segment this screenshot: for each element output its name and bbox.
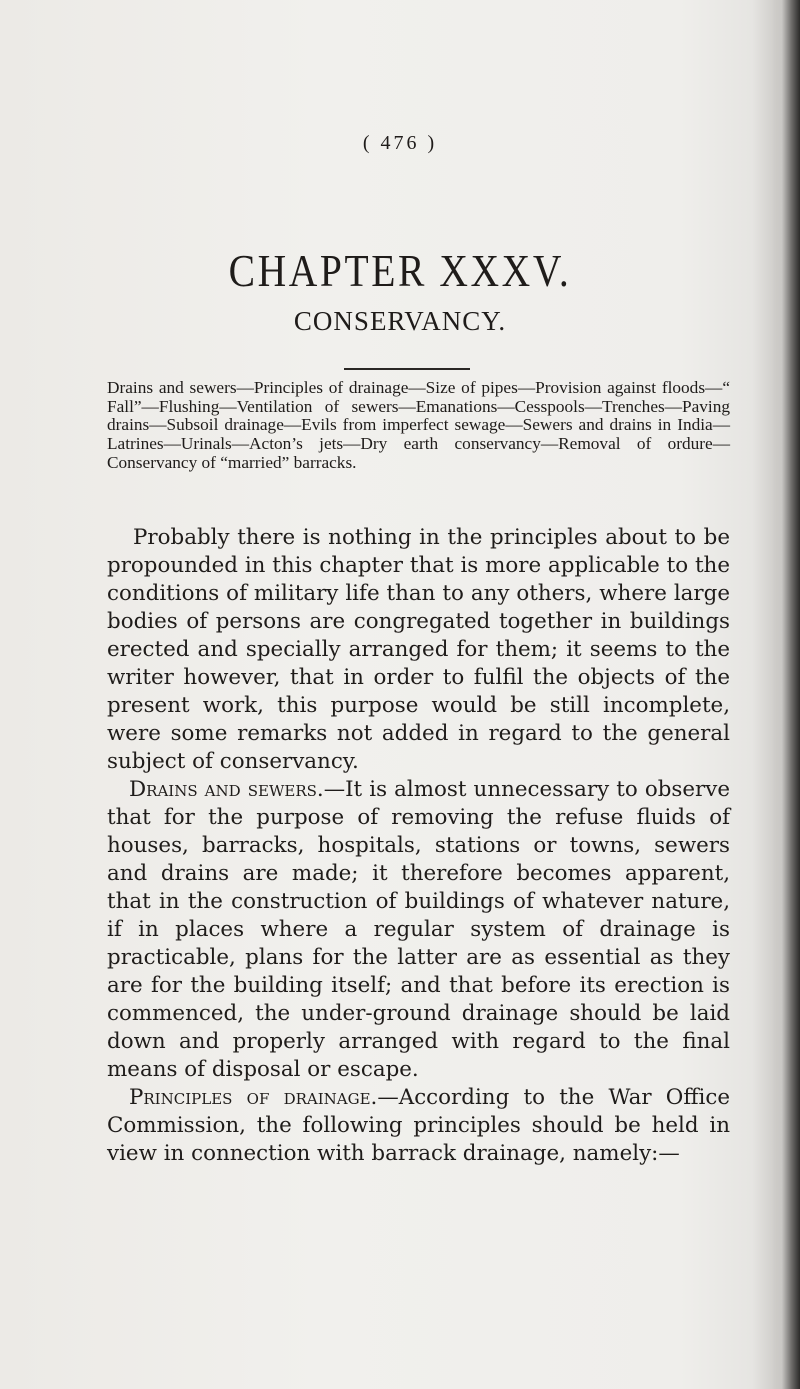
chapter-synopsis: Drains and sewers—Principles of drainage—Size of pipes—Provision against floods—“ Fall”—Flushing—Ventilation of sewers—Emanations—Cesspools—Trenches—Paving drains—Subsoil drainage—Evils from imperfect sewage—Sewers and drains in India—Latrines—Urinals—Acton’s jets—Dry earth conservancy—Removal of ordure—Conservancy of “married” barracks. [107,378,730,472]
paragraph-principles-of-drainage-text: —According to the War Office Commission, the following principles should be held in view in connection with barrack drainage, namely:— [107,1085,730,1166]
chapter-subtitle: CONSERVANCY. [293,306,507,336]
paragraph-drains-and-sewers [107,776,730,1084]
paragraph-principles-of-drainage [107,1084,730,1168]
title-divider [344,368,470,370]
page-binding-edge [772,0,800,1389]
section-heading-drains-and-sewers: Drains and sewers. [129,777,324,802]
chapter-title: CHAPTER XXXV. [228,245,572,296]
section-heading-principles-of-drainage: Principles of drainage. [129,1085,378,1110]
paragraph-introduction: Probably there is nothing in the principles about to be propounded in this chapter that is more applicable to the conditions of military life than to any others, where large bodies of persons are congregated together in buildings erected and specially arranged for them; it seems to the writer however, that in order to fulfil the objects of the present work, this purpose would be still incomplete, were some remarks not added in regard to the general subject of conservancy. [107,525,730,774]
body-text [107,524,730,1168]
page-number: ( 476 ) [362,132,438,154]
paragraph-drains-and-sewers-text: —It is almost unnecessary to observe that for the purpose of removing the refuse fluids of houses, barracks, hospitals, stations or towns, sewers and drains are made; it therefore becomes apparent, that in the construction of buildings of whatever nature, if in places where a regular system of drainage is practicable, plans for the latter are as essential as they are for the building itself; and that before its erection is commenced, the under-ground drainage should be laid down and properly arranged with regard to the final means of disposal or escape. [107,777,730,1082]
